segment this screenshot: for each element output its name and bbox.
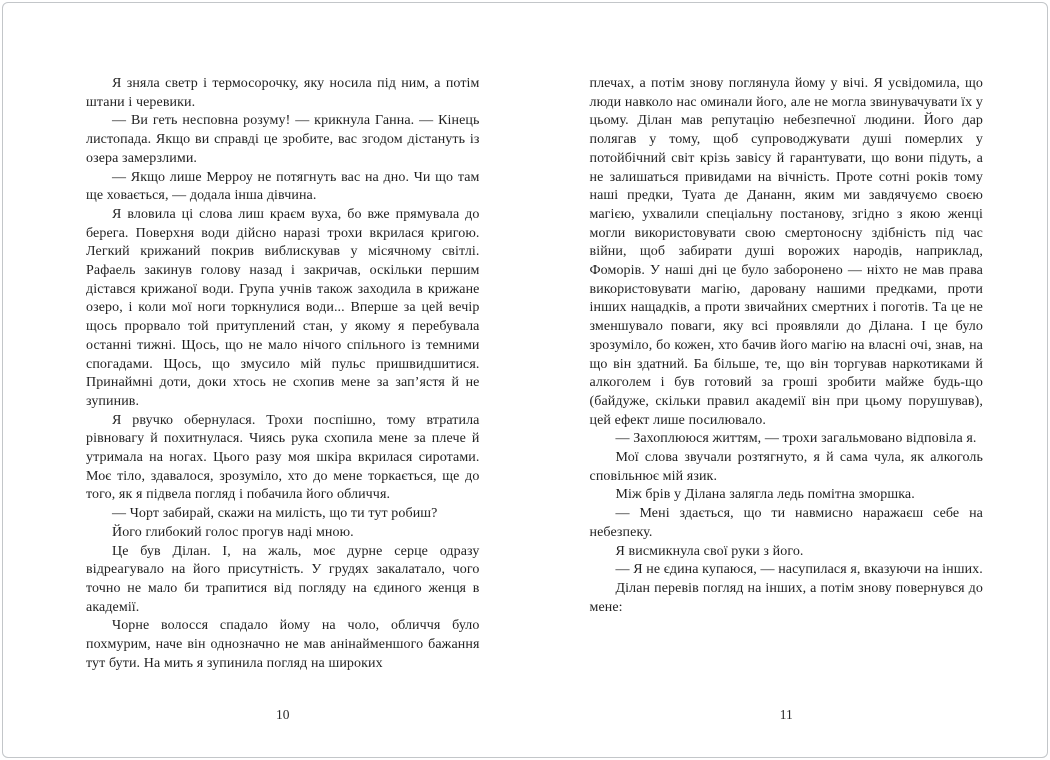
paragraph: плечах, а потім знову поглянула йому у вічі. Я усвідомила, що люди навколо нас оминали його, але не могла звинувачувати їх у цьому. Ділан мав репутацію небезпечної людини. Його дар полягав у тому, щоб супроводжувати душі померлих у потойбічний світ крізь завісу й гарантувати, що вони підуть, а не залишаться привидами на вічність. Проте сотні років тому наші предки, Туата де Дананн, яким ми завдячуємо своєю магією, ухвалили спеціальну постанову, згідно з якою женці могли використовувати свою смертоносну здібність під час війни, щоб забирати душі ворожих народів, наприклад, Фоморів. У наші дні це було заборонено — ніхто не мав права використовувати магію, даровану нашими предками, проти інших нащадків, а проти звичайних смертних і поготів. Та це не зменшувало поваги, яку всі проявляли до Ділана. І це було зрозуміло, бо кожен, хто бачив його магію на власні очі, знав, на що він здатний. Ба більше, те, що він торгував наркотиками й алкоголем і був готовий за гроші зробити майже будь-що (байдуже, скільки правил академії він при цьому порушував), цей ефект лише посилювало. xyxy=(589,76,983,428)
paragraph: Я рвучко обернулася. Трохи поспішно, тому втратила рівновагу й похитнулася. Чиясь рука схопила мене за плече й утримала на ногах. Цього разу моя шкіра вкрилася сиротами. Моє тіло, здавалося, зрозуміло, хто до мене торкається, ще до того, як я підвела погляд і побачила його обличчя. xyxy=(86,412,480,503)
page-right xyxy=(590,75,984,723)
paragraph: Я зняла светр і термосорочку, яку носила під ним, а потім штани і черевики. xyxy=(86,76,480,110)
paragraph: — Ви геть несповна розуму! — крикнула Ганна. — Кінець листопада. Якщо ви справді це зробите, вас згодом дістануть із озера замерзлими. xyxy=(86,113,480,166)
paragraph: Ділан перевів погляд на інших, а потім знову повернувся до мене: xyxy=(589,580,983,615)
paragraph: Я висмикнула свої руки з його. xyxy=(615,543,804,559)
paragraph: Чорне волосся спадало йому на чоло, обличчя було похмурим, наче він однозначно не мав анінайменшого бажання тут бути. На мить я зупинила погляд на широких xyxy=(86,618,480,671)
paragraph: Це був Ділан. І, на жаль, моє дурне серце одразу відреагувало на його присутність. У грудях закалатало, чого точно не мало би трапитися від погляду на єдиного женця в академії. xyxy=(86,543,480,615)
paragraph: Я вловила ці слова лиш краєм вуха, бо вже прямувала до берега. Поверхня води дійсно наразі трохи вкрилася кригою. Легкий крижаний покрив виблискував у місячному світлі. Рафаель закинув голову назад і закричав, оскільки першим дістався крижаної води. Група учнів також заходила в крижане озеро, і коли мої ноги торкнулися води... Вперше за цей вечір щось прорвало той притуплений стан, у якому я перебувала останні тижні. Щось, що не мало нічого спільного із темними спогадами. Щось, що змусило мій пульс пришвидшитися. Принаймні доти, доки хтось не схопив мене за зап’ястя й не зупинив. xyxy=(86,206,480,409)
page-left xyxy=(86,75,480,723)
page-left-number: 10 xyxy=(276,707,290,722)
page-left-text xyxy=(86,75,480,674)
paragraph: — Я не єдина купаюся, — насупилася я, вказуючи на інших. xyxy=(615,562,983,578)
paragraph: Мої слова звучали розтягнуто, я й сама чула, як алкоголь сповільнює мій язик. xyxy=(589,450,983,484)
paragraph: — Якщо лише Мерроу не потягнуть вас на дно. Чи що там ще ховається, — додала інша дівчина. xyxy=(86,169,480,204)
paragraph: Між брів у Ділана залягла ледь помітна зморшка. xyxy=(615,487,915,503)
book-spread xyxy=(2,2,1048,758)
page-right-text xyxy=(590,75,984,617)
paragraph: Його глибокий голос прогув наді мною. xyxy=(112,524,354,540)
paragraph: — Чорт забирай, скажи на милість, що ти тут робиш? xyxy=(112,506,438,522)
page-right-number: 11 xyxy=(779,707,793,722)
pages-container xyxy=(86,75,983,723)
paragraph: — Мені здається, що ти навмисно наражаєш себе на небезпеку. xyxy=(589,506,983,540)
paragraph: — Захоплююся життям, — трохи загальмовано відповіла я. xyxy=(615,431,977,447)
